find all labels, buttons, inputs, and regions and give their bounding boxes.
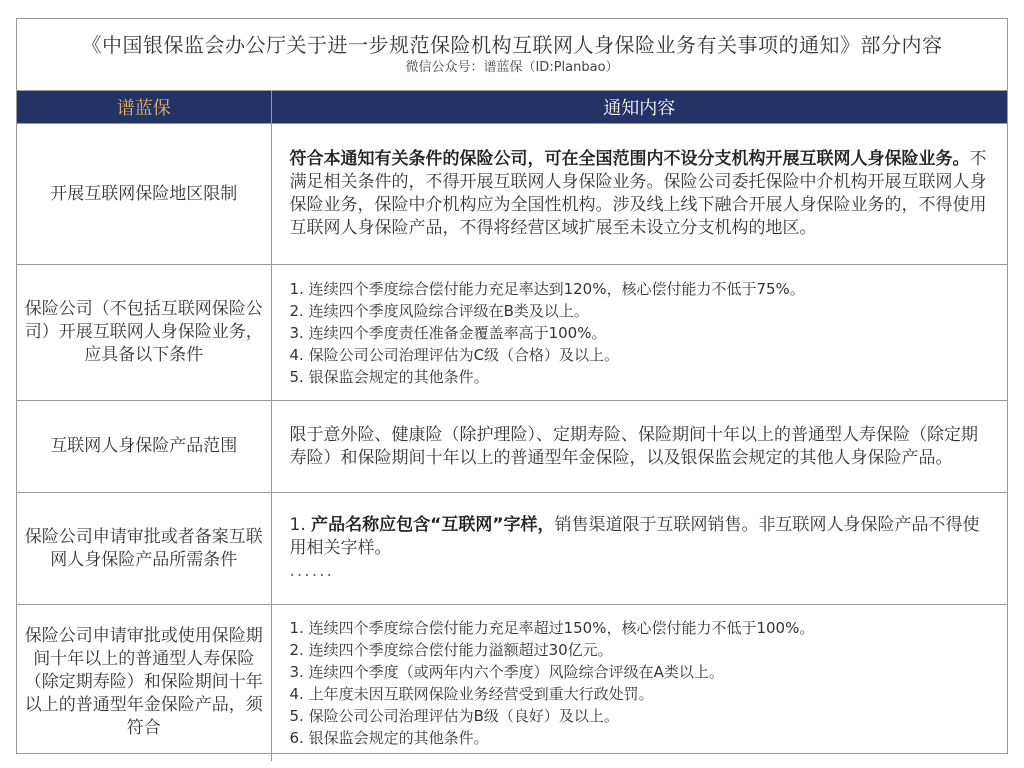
table-row	[17, 124, 1007, 265]
header-content: 通知内容	[271, 91, 1007, 124]
row-prefix: 1.	[289, 515, 306, 535]
row-label: 保险公司申请审批或使用保险期间十年以上的普通型人寿保险（除定期寿险）和保险期间十年以上的普通型年金保险产品，须符合	[17, 605, 271, 761]
row-bold-text: 符合本通知有关条件的保险公司，可在全国范围内不设分支机构开展互联网人身保险业务。	[289, 149, 970, 169]
table-row	[17, 605, 1007, 761]
list-item: 1. 连续四个季度综合偿付能力充足率达到120%，核心偿付能力不低于75%。	[289, 279, 805, 298]
list-item: 5. 银保监会规定的其他条件。	[289, 367, 489, 386]
row-label: 保险公司（不包括互联网保险公司）开展互联网人身保险业务，应具备以下条件	[17, 265, 271, 401]
row-content	[271, 124, 1007, 265]
row-content	[271, 605, 1007, 761]
table-row	[17, 401, 1007, 493]
page-title: 《中国银保监会办公厅关于进一步规范保险机构互联网人身保险业务有关事项的通知》部分内容	[81, 33, 943, 57]
list-item: 2. 连续四个季度风险综合评级在B类及以上。	[289, 301, 589, 320]
ellipsis: ......	[289, 561, 334, 581]
list-item: 6. 银保监会规定的其他条件。	[289, 728, 489, 747]
list-item: 4. 保险公司公司治理评估为C级（合格）及以上。	[289, 345, 620, 364]
header-brand: 谱蓝保	[17, 91, 271, 124]
condition-list	[290, 617, 994, 749]
table-header-row	[17, 91, 1007, 124]
row-label: 互联网人身保险产品范围	[17, 401, 271, 493]
row-bold-text: 产品名称应包含“互联网”字样，	[311, 515, 555, 535]
row-label: 开展互联网保险地区限制	[17, 124, 271, 265]
list-item: 4. 上年度未因互联网保险业务经营受到重大行政处罚。	[289, 684, 654, 703]
list-item: 5. 保险公司公司治理评估为B级（良好）及以上。	[289, 706, 619, 725]
list-item: 3. 连续四个季度责任准备金覆盖率高于100%。	[289, 323, 607, 342]
notice-table-sheet	[16, 18, 1008, 754]
row-text: 销售渠道限于互联网销售。非互联网人身保险产品不得使用相关字样。	[289, 515, 980, 558]
page-subtitle: 微信公众号：谱蓝保（ID:Planbao）	[405, 60, 619, 75]
list-item: 3. 连续四个季度（或两年内六个季度）风险综合评级在A类以上。	[289, 662, 724, 681]
table-heading	[17, 19, 1007, 91]
condition-list	[290, 278, 994, 388]
row-content	[271, 265, 1007, 401]
table-row	[17, 265, 1007, 401]
row-text: 不满足相关条件的，不得开展互联网人身保险业务。保险公司委托保险中介机构开展互联网人身保险业务，保险中介机构应为全国性机构。涉及线上线下融合开展人身保险业务的，不得使用互联网人身保险产品，不得将经营区域扩展至未设立分支机构的地区。	[289, 149, 987, 238]
list-item: 1. 连续四个季度综合偿付能力充足率超过150%，核心偿付能力不低于100%。	[289, 618, 815, 637]
row-label: 保险公司申请审批或者备案互联网人身保险产品所需条件	[17, 493, 271, 605]
list-item: 2. 连续四个季度综合偿付能力溢额超过30亿元。	[289, 640, 613, 659]
notice-table	[17, 91, 1007, 761]
table-row	[17, 493, 1007, 605]
row-content: 限于意外险、健康险（除护理险）、定期寿险、保险期间十年以上的普通型人寿保险（除定期寿险）和保险期间十年以上的普通型年金保险，以及银保监会规定的其他人身保险产品。	[271, 401, 1007, 493]
row-content	[271, 493, 1007, 605]
